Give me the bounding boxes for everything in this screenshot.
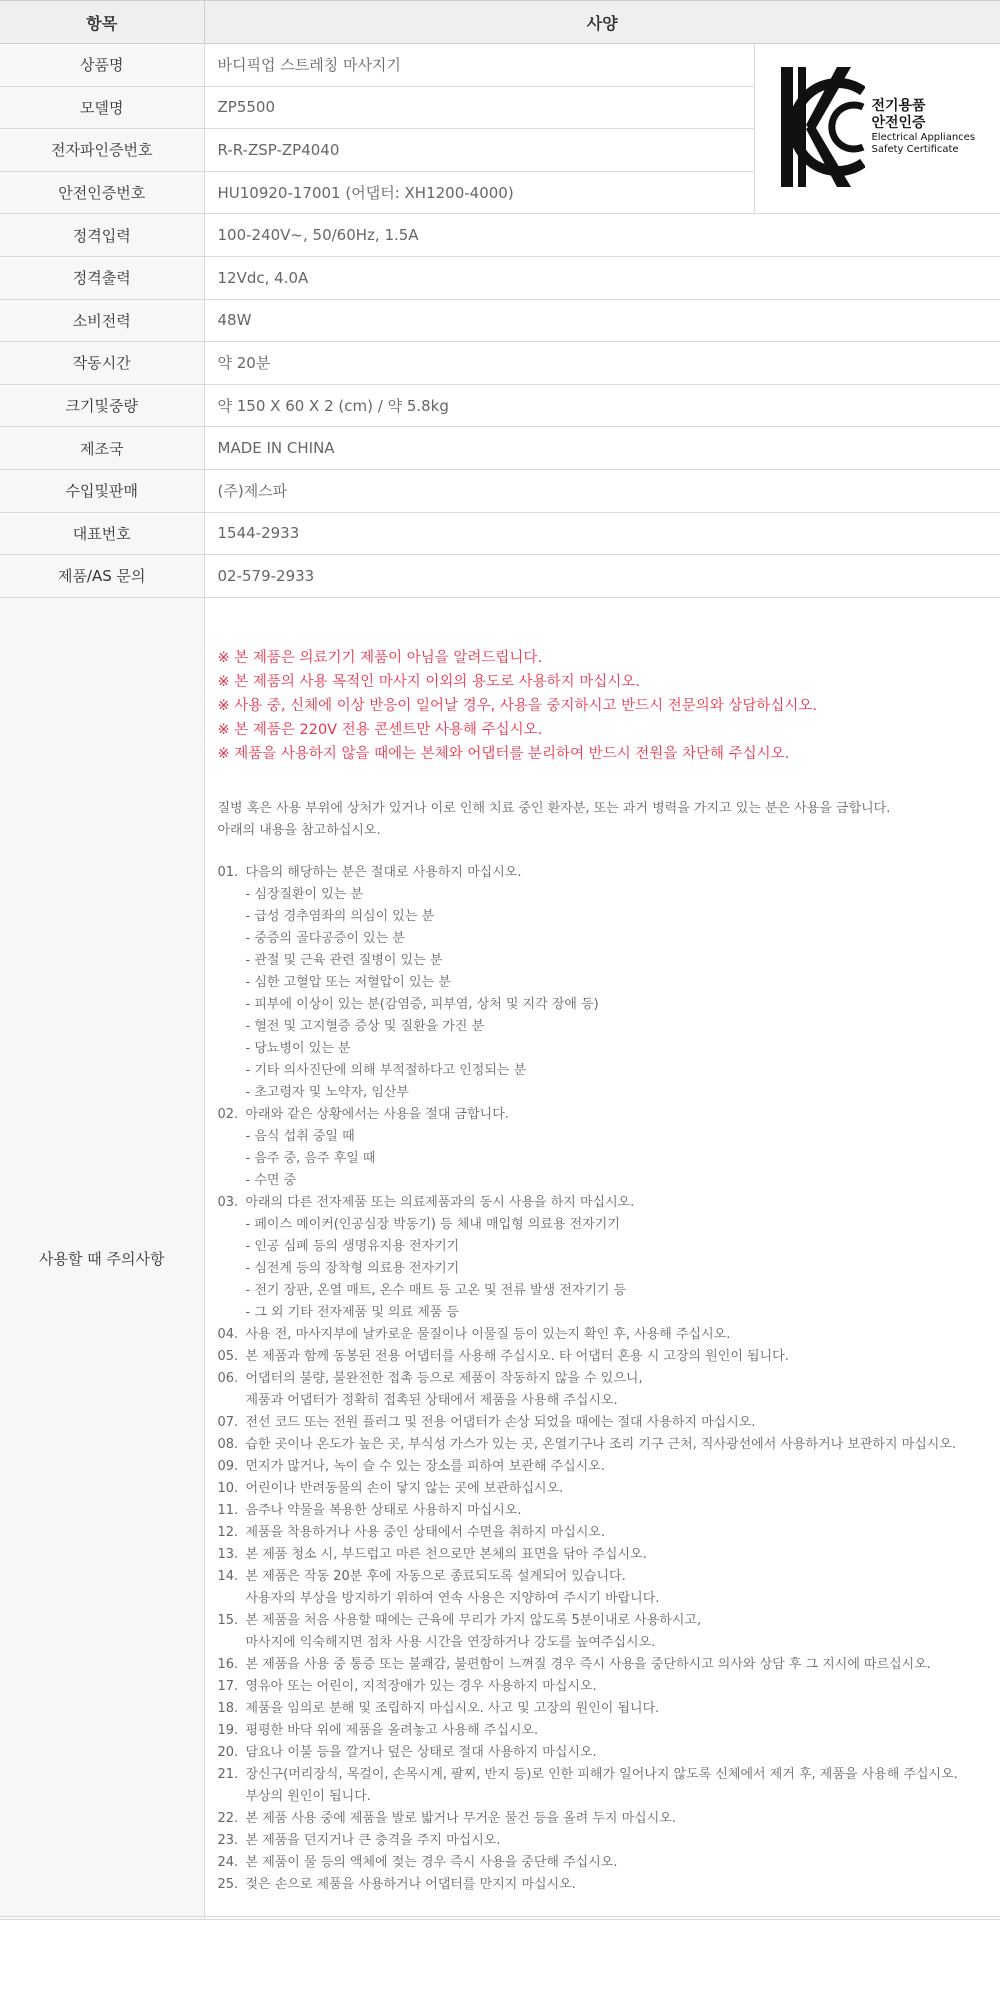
spec-key: 대표번호	[0, 512, 204, 555]
list-item	[218, 1544, 1000, 1566]
item-body	[246, 1808, 1000, 1830]
spec-key: 제조국	[0, 427, 204, 470]
item-body	[246, 1104, 1000, 1192]
item-line: 사용자의 부상을 방지하기 위하여 연속 사용은 지양하여 주시기 바랍니다.	[245, 1590, 660, 1606]
spec-value: 1544-2933	[204, 512, 1000, 555]
item-number: 02.	[217, 1106, 239, 1122]
list-item	[218, 1324, 1000, 1346]
item-number: 10.	[217, 1480, 239, 1496]
spec-key: 정격입력	[0, 214, 204, 257]
item-number: 07.	[217, 1414, 239, 1430]
list-item	[218, 1610, 1000, 1654]
item-line: 담요나 이불 등을 깔거나 덮은 상태로 절대 사용하지 마십시오.	[245, 1744, 597, 1760]
item-line: 아래와 같은 상황에서는 사용을 절대 금합니다.	[245, 1106, 509, 1122]
item-body	[246, 1434, 1000, 1456]
item-number: 23.	[217, 1832, 239, 1848]
warning-line: ※ 본 제품의 사용 목적인 마사지 이외의 용도로 사용하지 마십시오.	[217, 673, 640, 690]
item-body	[246, 1456, 1000, 1478]
kc-text-en-2: Safety Certificate	[871, 143, 959, 155]
spec-key: 크기및중량	[0, 384, 204, 427]
item-body	[246, 1654, 1000, 1676]
spec-value: 바디픽업 스트레칭 마사지기	[204, 44, 754, 87]
item-number: 21.	[217, 1766, 239, 1782]
kc-text-ko-2: 안전인증	[871, 114, 926, 131]
item-line: 사용 전, 마사지부에 날카로운 물질이나 이물질 등이 있는지 확인 후, 사용해 주십시오.	[245, 1326, 731, 1342]
spec-value: 12Vdc, 4.0A	[204, 256, 1000, 299]
list-item	[218, 1104, 1000, 1192]
spec-value: 약 150 X 60 X 2 (cm) / 약 5.8kg	[204, 384, 1000, 427]
table-row	[0, 469, 1000, 512]
spec-key: 수입및판매	[0, 469, 204, 512]
item-number: 12.	[217, 1524, 239, 1540]
item-line: 본 제품 청소 시, 부드럽고 마른 천으로만 본체의 표면을 닦아 주십시오.	[245, 1546, 647, 1562]
item-line: 다음의 해당하는 분은 절대로 사용하지 마십시오.	[245, 864, 522, 880]
table-row	[0, 555, 1000, 598]
item-body	[246, 1324, 1000, 1346]
item-line: 아래의 다른 전자제품 또는 의료제품과의 동시 사용을 하지 마십시오.	[245, 1194, 635, 1210]
item-line: - 수면 중	[245, 1172, 297, 1188]
list-item	[218, 1412, 1000, 1434]
warning-line: ※ 제품을 사용하지 않을 때에는 본체와 어댑터를 분리하여 반드시 전원을 차단해 주십시오.	[217, 745, 790, 762]
item-body	[246, 1698, 1000, 1720]
spec-key: 모델명	[0, 86, 204, 129]
kc-text-en-1: Electrical Appliances	[871, 131, 976, 143]
item-line: - 음주 중, 음주 후일 때	[245, 1150, 376, 1166]
kc-text-ko-1: 전기용품	[871, 97, 926, 114]
table-row	[0, 427, 1000, 470]
spec-value: 약 20분	[204, 342, 1000, 385]
list-item	[218, 1698, 1000, 1720]
item-line: - 페이스 메이커(인공심장 박동기) 등 체내 매입형 의료용 전자기기	[245, 1216, 620, 1232]
item-number: 18.	[217, 1700, 239, 1716]
item-number: 11.	[217, 1502, 239, 1518]
caution-row	[0, 597, 1000, 1919]
list-item	[218, 1500, 1000, 1522]
item-body	[246, 1544, 1000, 1566]
caution-items	[218, 862, 1000, 1896]
item-number: 05.	[217, 1348, 239, 1364]
intro-line: 아래의 내용을 참고하십시오.	[217, 822, 381, 838]
caution-intro	[218, 798, 1000, 842]
warning-line: ※ 사용 중, 신체에 이상 반응이 일어날 경우, 사용을 중지하시고 반드시 전문의와 상담하십시오.	[217, 697, 818, 714]
warning-list	[218, 646, 1000, 766]
spec-value: 48W	[204, 299, 1000, 342]
item-number: 09.	[217, 1458, 239, 1474]
item-line: - 심장질환이 있는 분	[245, 886, 364, 902]
item-body	[246, 1368, 1000, 1412]
item-body	[246, 862, 1000, 1104]
item-line: - 혈전 및 고지혈증 증상 및 질환을 가진 분	[245, 1018, 485, 1034]
item-line: 어린이나 반려동물의 손이 닿지 않는 곳에 보관하십시오.	[245, 1480, 564, 1496]
spec-key: 소비전력	[0, 299, 204, 342]
item-line: 습한 곳이나 온도가 높은 곳, 부식성 가스가 있는 곳, 온열기구나 조리 기구 근처, 직사광선에서 사용하거나 보관하지 마십시오.	[245, 1436, 957, 1452]
item-number: 08.	[217, 1436, 239, 1452]
spec-value: 02-579-2933	[204, 555, 1000, 598]
list-item	[218, 1192, 1000, 1324]
kc-logo	[779, 65, 975, 189]
item-line: 본 제품이 물 등의 액체에 젖는 경우 즉시 사용을 중단해 주십시오.	[245, 1854, 618, 1870]
spec-value: HU10920-17001 (어댑터: XH1200-4000)	[204, 171, 754, 214]
item-line: 본 제품을 사용 중 통증 또는 불쾌감, 불편함이 느껴질 경우 즉시 사용을 중단하시고 의사와 상담 후 그 지시에 따르십시오.	[245, 1656, 931, 1672]
list-item	[218, 1676, 1000, 1698]
list-item	[218, 1566, 1000, 1610]
warning-line: ※ 본 제품은 220V 전용 콘센트만 사용해 주십시오.	[217, 721, 543, 738]
item-line: 젖은 손으로 제품을 사용하거나 어댑터를 만지지 마십시오.	[245, 1876, 576, 1892]
item-line: 본 제품 사용 중에 제품을 발로 밟거나 무거운 물건 등을 올려 두지 마십시오.	[245, 1810, 676, 1826]
list-item	[218, 1852, 1000, 1874]
item-body	[246, 1500, 1000, 1522]
header-item: 항목	[0, 1, 204, 44]
table-row	[0, 342, 1000, 385]
item-line: - 전기 장판, 온열 매트, 온수 매트 등 고온 및 전류 발생 전자기기 등	[245, 1282, 627, 1298]
item-number: 01.	[217, 864, 239, 880]
warning-line: ※ 본 제품은 의료기기 제품이 아님을 알려드립니다.	[217, 649, 543, 666]
item-body	[246, 1676, 1000, 1698]
item-line: - 심전계 등의 장착형 의료용 전자기기	[245, 1260, 460, 1276]
item-line: 본 제품은 작동 20분 후에 자동으로 종료되도록 설계되어 있습니다.	[245, 1568, 626, 1584]
item-body	[246, 1566, 1000, 1610]
item-body	[246, 1720, 1000, 1742]
item-line: - 그 외 기타 전자제품 및 의료 제품 등	[245, 1304, 460, 1320]
list-item	[218, 1434, 1000, 1456]
item-line: - 관절 및 근육 관련 질병이 있는 분	[245, 952, 443, 968]
item-line: - 인공 심폐 등의 생명유지용 전자기기	[245, 1238, 460, 1254]
list-item	[218, 1478, 1000, 1500]
table-row	[0, 256, 1000, 299]
spec-key: 제품/AS 문의	[0, 555, 204, 598]
table-row	[0, 214, 1000, 257]
spec-key: 상품명	[0, 44, 204, 87]
item-line: 부상의 원인이 됩니다.	[245, 1788, 371, 1804]
item-body	[246, 1192, 1000, 1324]
list-item	[218, 1346, 1000, 1368]
item-number: 17.	[217, 1678, 239, 1694]
item-number: 24.	[217, 1854, 239, 1870]
list-item	[218, 1654, 1000, 1676]
item-line: 본 제품을 던지거나 큰 충격을 주지 마십시오.	[245, 1832, 501, 1848]
kc-logo-cell	[754, 44, 1000, 214]
table-row	[0, 44, 1000, 87]
table-header-row	[0, 1, 1000, 44]
item-number: 16.	[217, 1656, 239, 1672]
item-line: - 피부에 이상이 있는 분(감염증, 피부염, 상처 및 지각 장애 등)	[245, 996, 599, 1012]
item-body	[246, 1522, 1000, 1544]
list-item	[218, 1874, 1000, 1896]
list-item	[218, 1456, 1000, 1478]
item-number: 04.	[217, 1326, 239, 1342]
item-line: - 음식 섭취 중일 때	[245, 1128, 355, 1144]
list-item	[218, 1830, 1000, 1852]
intro-line: 질병 혹은 사용 부위에 상처가 있거나 이로 인해 치료 중인 환자분, 또는 과거 병력을 가지고 있는 분은 사용을 금합니다.	[217, 800, 891, 816]
item-body	[246, 1346, 1000, 1368]
item-number: 13.	[217, 1546, 239, 1562]
item-line: 전선 코드 또는 전원 플러그 및 전용 어댑터가 손상 되었을 때에는 절대 사용하지 마십시오.	[245, 1414, 756, 1430]
item-line: 어댑터의 불량, 불완전한 접촉 등으로 제품이 작동하지 않을 수 있으니,	[245, 1370, 643, 1386]
item-line: - 심한 고혈압 또는 저혈압이 있는 분	[245, 974, 451, 990]
list-item	[218, 1742, 1000, 1764]
item-body	[246, 1742, 1000, 1764]
item-line: 음주나 약물을 복용한 상태로 사용하지 마십시오.	[245, 1502, 522, 1518]
item-line: 본 제품을 처음 사용할 때에는 근육에 무리가 가지 않도록 5분이내로 사용하시고,	[245, 1612, 702, 1628]
list-item	[218, 1764, 1000, 1808]
spec-value: (주)제스파	[204, 469, 1000, 512]
kc-certification-icon	[779, 65, 865, 189]
item-number: 22.	[217, 1810, 239, 1826]
item-line: - 기타 의사진단에 의해 부적절하다고 인정되는 분	[245, 1062, 527, 1078]
list-item	[218, 1368, 1000, 1412]
table-row	[0, 512, 1000, 555]
item-body	[246, 1478, 1000, 1500]
list-item	[218, 1522, 1000, 1544]
item-line: 제품을 임의로 분해 및 조립하지 마십시오. 사고 및 고장의 원인이 됩니다.	[245, 1700, 660, 1716]
item-line: 먼지가 많거나, 녹이 슬 수 있는 장소를 피하여 보관해 주십시오.	[245, 1458, 605, 1474]
spec-value: 100-240V~, 50/60Hz, 1.5A	[204, 214, 1000, 257]
spec-key: 정격출력	[0, 256, 204, 299]
table-row	[0, 299, 1000, 342]
spec-value: R-R-ZSP-ZP4040	[204, 129, 754, 172]
item-line: 영유아 또는 어린이, 지적장애가 있는 경우 사용하지 마십시오.	[245, 1678, 597, 1694]
caution-label: 사용할 때 주의사항	[0, 597, 204, 1919]
item-line: 제품을 착용하거나 사용 중인 상태에서 수면을 취하지 마십시오.	[245, 1524, 606, 1540]
list-item	[218, 1808, 1000, 1830]
item-body	[246, 1764, 1000, 1808]
item-number: 15.	[217, 1612, 239, 1628]
item-number: 25.	[217, 1876, 239, 1892]
item-body	[246, 1874, 1000, 1896]
item-line: 제품과 어댑터가 정확히 접촉된 상태에서 제품을 사용해 주십시오.	[245, 1392, 618, 1408]
item-line: - 급성 경추염좌의 의심이 있는 분	[245, 908, 435, 924]
item-number: 19.	[217, 1722, 239, 1738]
item-number: 03.	[217, 1194, 239, 1210]
item-body	[246, 1852, 1000, 1874]
item-line: 본 제품과 함께 동봉된 전용 어댑터를 사용해 주십시오. 타 어댑터 혼용 시 고장의 원인이 됩니다.	[245, 1348, 789, 1364]
table-row	[0, 384, 1000, 427]
header-spec: 사양	[204, 1, 1000, 44]
spec-key: 작동시간	[0, 342, 204, 385]
list-item	[218, 1720, 1000, 1742]
spec-key: 전자파인증번호	[0, 129, 204, 172]
item-number: 20.	[217, 1744, 239, 1760]
spec-value: ZP5500	[204, 86, 754, 129]
spec-key: 안전인증번호	[0, 171, 204, 214]
caution-content	[204, 597, 1000, 1919]
item-body	[246, 1610, 1000, 1654]
spec-value: MADE IN CHINA	[204, 427, 1000, 470]
list-item	[218, 862, 1000, 1104]
item-line: - 중증의 골다공증이 있는 분	[245, 930, 405, 946]
item-number: 06.	[217, 1370, 239, 1386]
item-line: 장신구(머리장식, 목걸이, 손목시계, 팔찌, 반지 등)로 인한 피해가 일어나지 않도록 신체에서 제거 후, 제품을 사용해 주십시오.	[245, 1766, 958, 1782]
item-line: 평평한 바닥 위에 제품을 올려놓고 사용해 주십시오.	[245, 1722, 539, 1738]
bottom-rule	[0, 1916, 1000, 1917]
item-body	[246, 1412, 1000, 1434]
item-body	[246, 1830, 1000, 1852]
item-number: 14.	[217, 1568, 239, 1584]
item-line: - 초고령자 및 노약자, 임산부	[245, 1084, 409, 1100]
item-line: 마사지에 익숙해지면 점차 사용 시간을 연장하거나 강도를 높여주십시오.	[245, 1634, 656, 1650]
item-line: - 당뇨병이 있는 분	[245, 1040, 351, 1056]
